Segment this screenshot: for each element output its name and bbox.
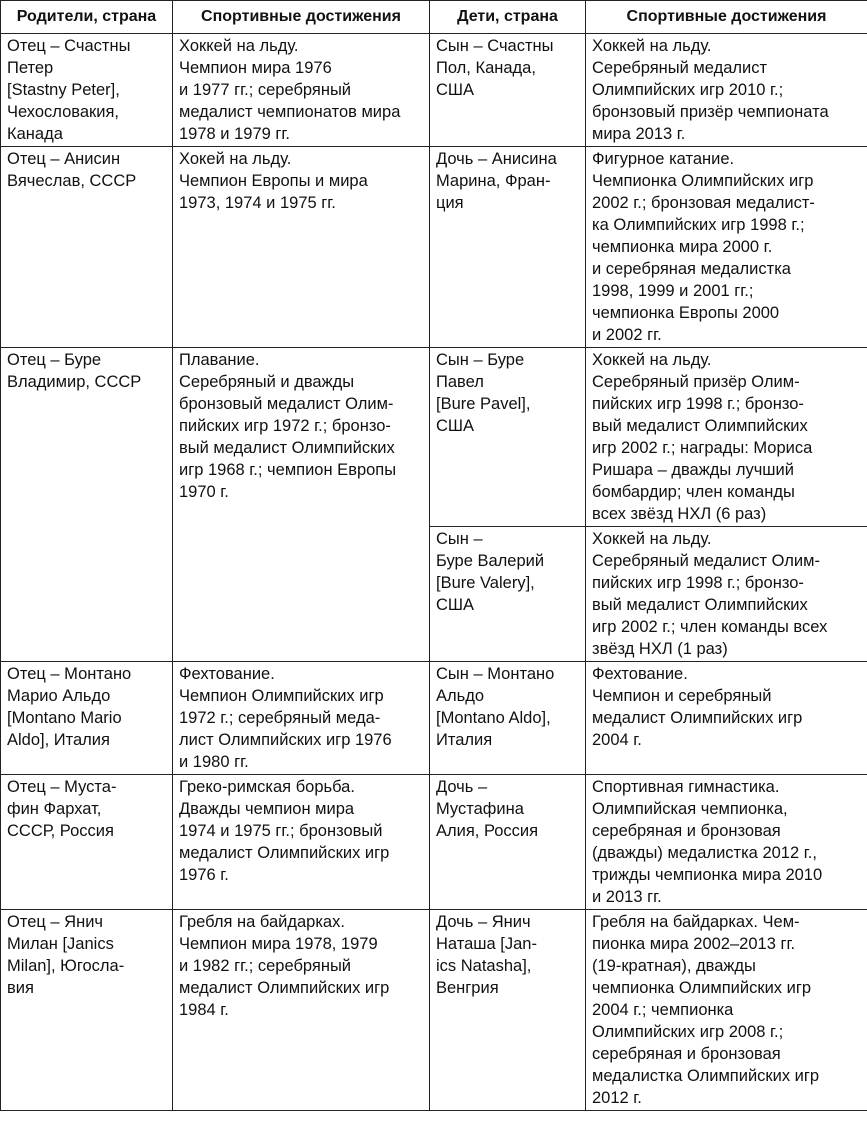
cell-line: Пол, Канада, — [436, 59, 536, 77]
cell-line: и серебряная медалистка — [592, 260, 791, 278]
cell-line: игр 1968 г.; чемпион Европы — [179, 461, 397, 479]
cell-line: 1976 г. — [179, 866, 229, 884]
cell-line: Фигурное катание. — [592, 150, 735, 168]
cell-line: 1970 г. — [179, 483, 229, 501]
cell-line: медалист Олимпийских игр — [179, 844, 390, 862]
cell-line: Фехтование. — [592, 665, 688, 683]
cell-line: Серебряный медалист — [592, 59, 768, 77]
cell-line: Вячеслав, СССР — [7, 172, 137, 190]
parent-achievements-cell — [173, 910, 430, 1111]
cell-line: Чехословакия, — [7, 103, 120, 121]
cell-line: 1974 и 1975 гг.; бронзовый — [179, 822, 383, 840]
child-achievements-cell — [586, 775, 867, 910]
cell-line: Фехтование. — [179, 665, 275, 683]
header-parents: Родители, страна — [1, 1, 173, 34]
cell-line: и 1982 гг.; серебряный — [179, 957, 352, 975]
cell-line: Сын – Монтано — [436, 665, 555, 683]
child-cell — [430, 147, 586, 348]
cell-line: [Stastny Peter], — [7, 81, 120, 99]
table-row — [1, 910, 867, 1111]
cell-line: медалистка Олимпийских игр — [592, 1067, 820, 1085]
header-parent-achievements: Спортивные достижения — [173, 1, 430, 34]
cell-line: и 2013 гг. — [592, 888, 662, 906]
table-row — [1, 34, 867, 147]
cell-line: Серебряный призёр Олим- — [592, 373, 800, 391]
child-cell — [430, 527, 586, 662]
cell-line: Milan], Югосла- — [7, 957, 125, 975]
cell-line: Дочь – Анисина — [436, 150, 557, 168]
child-cell — [430, 348, 586, 527]
child-achievements-cell — [586, 34, 867, 147]
cell-line: Петер — [7, 59, 54, 77]
cell-line: Чемпионка Олимпийских игр — [592, 172, 814, 190]
cell-line: Италия — [436, 731, 493, 749]
child-achievements-cell — [586, 662, 867, 775]
cell-line: (19-кратная), дважды — [592, 957, 756, 975]
child-cell — [430, 910, 586, 1111]
table-row — [1, 147, 867, 348]
cell-line: всех звёзд НХЛ (6 раз) — [592, 505, 767, 523]
cell-line: вия — [7, 979, 34, 997]
cell-line: чемпионка Европы 2000 — [592, 304, 780, 322]
child-cell — [430, 662, 586, 775]
parent-cell — [1, 147, 173, 348]
cell-line: СССР, Россия — [7, 822, 114, 840]
cell-line: США — [436, 81, 475, 99]
header-children: Дети, страна — [430, 1, 586, 34]
cell-line: Марина, Фран- — [436, 172, 551, 190]
parent-cell — [1, 775, 173, 910]
cell-line: Гребля на байдарках. — [179, 913, 345, 931]
header-children-achievements: Спортивные достижения — [586, 1, 867, 34]
cell-line: Сын – Буре — [436, 351, 525, 369]
cell-line: Гребля на байдарках. Чем- — [592, 913, 800, 931]
cell-line: медалист чемпионатов мира — [179, 103, 401, 121]
cell-line: Серебряный и дважды — [179, 373, 355, 391]
cell-line: 2012 г. — [592, 1089, 642, 1107]
cell-line: Альдо — [436, 687, 485, 705]
cell-line: и 1977 гг.; серебряный — [179, 81, 352, 99]
cell-line: мира 2013 г. — [592, 125, 686, 143]
table-row — [1, 775, 867, 910]
cell-line: США — [436, 417, 475, 435]
cell-line: вый медалист Олимпийских — [592, 596, 808, 614]
parent-achievements-cell — [173, 147, 430, 348]
cell-line: Отец – Муста- — [7, 778, 117, 796]
cell-line: Олимпийских игр 2008 г.; — [592, 1023, 784, 1041]
cell-line: Владимир, СССР — [7, 373, 142, 391]
cell-line: 1972 г.; серебряный меда- — [179, 709, 381, 727]
parent-cell — [1, 910, 173, 1111]
cell-line: Чемпион Европы и мира — [179, 172, 368, 190]
cell-line: медалист Олимпийских игр — [179, 979, 390, 997]
cell-line: бомбардир; член команды — [592, 483, 795, 501]
table-header — [1, 1, 867, 34]
cell-line: 2004 г. — [592, 731, 642, 749]
cell-line: Хоккей на льду. — [179, 37, 299, 55]
cell-line: ка Олимпийских игр 1998 г.; — [592, 216, 805, 234]
cell-line: чемпионка Олимпийских игр — [592, 979, 812, 997]
cell-line: Хокей на льду. — [179, 150, 292, 168]
cell-line: медалист Олимпийских игр — [592, 709, 803, 727]
cell-line: Хоккей на льду. — [592, 530, 712, 548]
cell-line: Олимпийских игр 2010 г.; — [592, 81, 784, 99]
cell-line: звёзд НХЛ (1 раз) — [592, 640, 728, 658]
cell-line: Сын – — [436, 530, 483, 548]
cell-line: Дважды чемпион мира — [179, 800, 355, 818]
cell-line: Спортивная гимнастика. — [592, 778, 780, 796]
child-achievements-cell — [586, 147, 867, 348]
header-row — [1, 1, 867, 34]
parent-cell — [1, 34, 173, 147]
child-cell — [430, 34, 586, 147]
cell-line: Сын – Счастны — [436, 37, 554, 55]
parent-achievements-cell — [173, 662, 430, 775]
cell-line: бронзовый медалист Олим- — [179, 395, 394, 413]
table-row — [1, 348, 867, 527]
cell-line: пийских игр 1972 г.; бронзо- — [179, 417, 391, 435]
cell-line: Венгрия — [436, 979, 499, 997]
parent-achievements-cell — [173, 34, 430, 147]
cell-line: 2004 г.; чемпионка — [592, 1001, 734, 1019]
cell-line: трижды чемпионка мира 2010 — [592, 866, 823, 884]
cell-line: 1998, 1999 и 2001 гг.; — [592, 282, 754, 300]
cell-line: лист Олимпийских игр 1976 — [179, 731, 392, 749]
cell-line: игр 2002 г.; награды: Мориса — [592, 439, 813, 457]
cell-line: фин Фархат, — [7, 800, 102, 818]
cell-line: Буре Валерий — [436, 552, 545, 570]
cell-line: бронзовый призёр чемпионата — [592, 103, 829, 121]
cell-line: Милан [Janics — [7, 935, 114, 953]
child-achievements-cell — [586, 348, 867, 527]
cell-line: чемпионка мира 2000 г. — [592, 238, 773, 256]
cell-line: [Montano Aldo], — [436, 709, 551, 727]
parent-achievements-cell — [173, 775, 430, 910]
cell-line: Серебряный медалист Олим- — [592, 552, 820, 570]
cell-line: Дочь – — [436, 778, 488, 796]
cell-line: вый медалист Олимпийских — [179, 439, 395, 457]
cell-line: ция — [436, 194, 464, 212]
cell-line: Марио Альдо — [7, 687, 111, 705]
cell-line: [Bure Pavel], — [436, 395, 531, 413]
cell-line: 2002 г.; бронзовая медалист- — [592, 194, 815, 212]
cell-line: Павел — [436, 373, 484, 391]
cell-line: Олимпийская чемпионка, — [592, 800, 788, 818]
parent-achievements-cell — [173, 348, 430, 662]
cell-line: 1973, 1974 и 1975 гг. — [179, 194, 336, 212]
cell-line: Плавание. — [179, 351, 260, 369]
child-cell — [430, 775, 586, 910]
cell-line: 1978 и 1979 гг. — [179, 125, 290, 143]
cell-line: [Bure Valery], — [436, 574, 535, 592]
cell-line: пийских игр 1998 г.; бронзо- — [592, 574, 804, 592]
cell-line: Отец – Счастны — [7, 37, 131, 55]
cell-line: Aldo], Италия — [7, 731, 110, 749]
cell-line: пионка мира 2002–2013 гг. — [592, 935, 796, 953]
child-achievements-cell — [586, 527, 867, 662]
cell-line: ics Natasha], — [436, 957, 532, 975]
cell-line: Чемпион Олимпийских игр — [179, 687, 384, 705]
cell-line: (дважды) медалистка 2012 г., — [592, 844, 817, 862]
table-body — [1, 34, 867, 1111]
cell-line: Отец – Монтано — [7, 665, 132, 683]
cell-line: игр 2002 г.; член команды всех — [592, 618, 828, 636]
cell-line: Ришара – дважды лучший — [592, 461, 794, 479]
cell-line: Чемпион и серебряный — [592, 687, 772, 705]
cell-line: и 2002 гг. — [592, 326, 662, 344]
cell-line: Дочь – Янич — [436, 913, 531, 931]
cell-line: Мустафина — [436, 800, 524, 818]
cell-line: Хоккей на льду. — [592, 351, 712, 369]
cell-line: 1984 г. — [179, 1001, 229, 1019]
cell-line: Чемпион мира 1978, 1979 — [179, 935, 378, 953]
cell-line: Отец – Буре — [7, 351, 102, 369]
cell-line: Наташа [Jan- — [436, 935, 537, 953]
cell-line: серебряная и бронзовая — [592, 822, 781, 840]
cell-line: Греко-римская борьба. — [179, 778, 355, 796]
cell-line: пийских игр 1998 г.; бронзо- — [592, 395, 804, 413]
cell-line: Чемпион мира 1976 — [179, 59, 332, 77]
cell-line: и 1980 гг. — [179, 753, 249, 771]
cell-line: [Montano Mario — [7, 709, 122, 727]
table-row — [1, 662, 867, 775]
cell-line: США — [436, 596, 475, 614]
child-achievements-cell — [586, 910, 867, 1111]
cell-line: Хоккей на льду. — [592, 37, 712, 55]
cell-line: Отец – Янич — [7, 913, 104, 931]
cell-line: Канада — [7, 125, 63, 143]
parent-cell — [1, 662, 173, 775]
cell-line: Алия, Россия — [436, 822, 539, 840]
cell-line: Отец – Анисин — [7, 150, 121, 168]
cell-line: серебряная и бронзовая — [592, 1045, 781, 1063]
parent-cell — [1, 348, 173, 662]
cell-line: вый медалист Олимпийских — [592, 417, 808, 435]
